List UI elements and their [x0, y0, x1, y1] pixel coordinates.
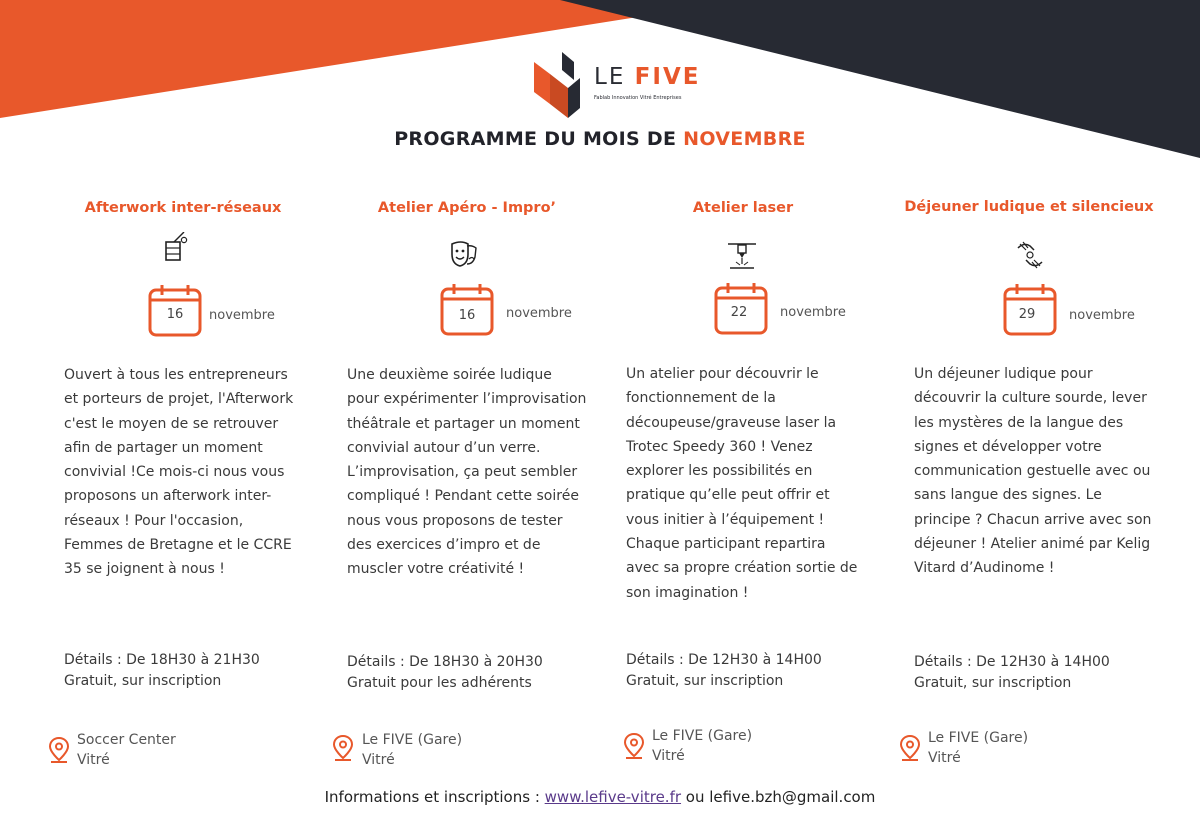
event-location	[928, 728, 1028, 768]
event-month: novembre	[1069, 308, 1135, 323]
event-details	[914, 652, 1110, 694]
event-time: Détails : De 12H30 à 14H00	[914, 654, 1110, 670]
footer-label: Informations et inscriptions :	[324, 788, 545, 806]
event-price: Gratuit, sur inscription	[914, 675, 1072, 691]
event-card	[598, 0, 888, 820]
place-city: Vitré	[77, 752, 110, 768]
sign-language-hands-icon	[1016, 240, 1044, 270]
event-day: 29	[1018, 307, 1036, 322]
event-day: 16	[458, 308, 476, 323]
place-name: Le FIVE (Gare)	[928, 730, 1029, 746]
event-day: 22	[730, 305, 748, 320]
place-city: Vitré	[652, 748, 685, 764]
event-details	[347, 652, 543, 694]
event-details	[626, 650, 822, 692]
brand-tagline: Fablab Innovation Vitré Entreprises	[594, 95, 682, 101]
event-day: 16	[166, 307, 184, 322]
event-location	[77, 730, 176, 770]
theater-masks-icon	[450, 240, 478, 270]
event-month: novembre	[506, 306, 572, 321]
event-price: Gratuit pour les adhérents	[347, 675, 532, 691]
event-time: Détails : De 12H30 à 14H00	[626, 652, 822, 668]
event-title: Déjeuner ludique et silencieux	[904, 199, 1154, 215]
footer-info	[0, 788, 1200, 806]
location-pin-icon	[900, 735, 920, 761]
laser-cutter-icon	[728, 242, 756, 272]
event-location	[652, 726, 752, 766]
location-pin-icon	[624, 733, 644, 759]
event-title: Afterwork inter-réseaux	[84, 200, 282, 216]
place-city: Vitré	[362, 752, 395, 768]
event-time: Détails : De 18H30 à 21H30	[64, 652, 260, 668]
event-card	[884, 0, 1174, 820]
event-month: novembre	[780, 305, 846, 320]
event-details	[64, 650, 260, 692]
event-title: Atelier laser	[692, 200, 794, 216]
location-pin-icon	[333, 735, 353, 761]
event-location	[362, 730, 462, 770]
event-title: Atelier Apéro - Impro’	[377, 200, 557, 216]
event-description: Un atelier pour découvrir le fonctionnement de la découpeuse/graveuse laser la Trotec Speedy 360 ! Venez explorer les possibilités en pratique qu’elle peut offrir et vous initier à l’équipement ! Chaque participant repartira avec sa propre création sortie de son imagination !	[626, 366, 858, 601]
event-price: Gratuit, sur inscription	[626, 673, 784, 689]
contact-email[interactable]: lefive.bzh@gmail.com	[709, 788, 876, 806]
place-city: Vitré	[928, 750, 961, 766]
event-description: Une deuxième soirée ludique pour expérimenter l’improvisation théâtrale et partager un moment convivial autour d’un verre. L’improvisation, ça peut sembler compliqué ! Pendant cette soirée nous vous proposons de tester des exercices d’impro et de muscler votre créativité !	[347, 367, 587, 578]
event-card	[322, 0, 612, 820]
location-pin-icon	[49, 737, 69, 763]
event-price: Gratuit, sur inscription	[64, 673, 222, 689]
place-name: Le FIVE (Gare)	[652, 728, 753, 744]
page-title: PROGRAMME DU MOIS DE NOVEMBRE	[394, 128, 806, 150]
footer-separator: ou	[681, 788, 710, 806]
event-month: novembre	[209, 308, 275, 323]
event-description: Un déjeuner ludique pour découvrir la culture sourde, lever les mystères de la langue des signes et développer votre communication gestuelle avec ou sans langue des signes. Le principe ? Chacun arrive avec son déjeuner ! Atelier animé par Kelig Vitard d’Audinome !	[914, 366, 1152, 577]
event-description: Ouvert à tous les entrepreneurs et porteurs de projet, l'Afterwork c'est le moyen de se retrouver afin de partager un moment convivial !Ce mois-ci nous vous proposons un afterwork inter-réseaux ! Pour l'occasion, Femmes de Bretagne et le CCRE 35 se joignent à nous !	[64, 367, 294, 578]
event-card	[38, 0, 328, 820]
website-link[interactable]: www.lefive-vitre.fr	[544, 788, 682, 806]
event-time: Détails : De 18H30 à 20H30	[347, 654, 543, 670]
drink-glass-icon	[162, 232, 190, 262]
place-name: Soccer Center	[77, 732, 176, 748]
place-name: Le FIVE (Gare)	[362, 732, 463, 748]
brand-name: LE FIVE	[594, 64, 701, 90]
